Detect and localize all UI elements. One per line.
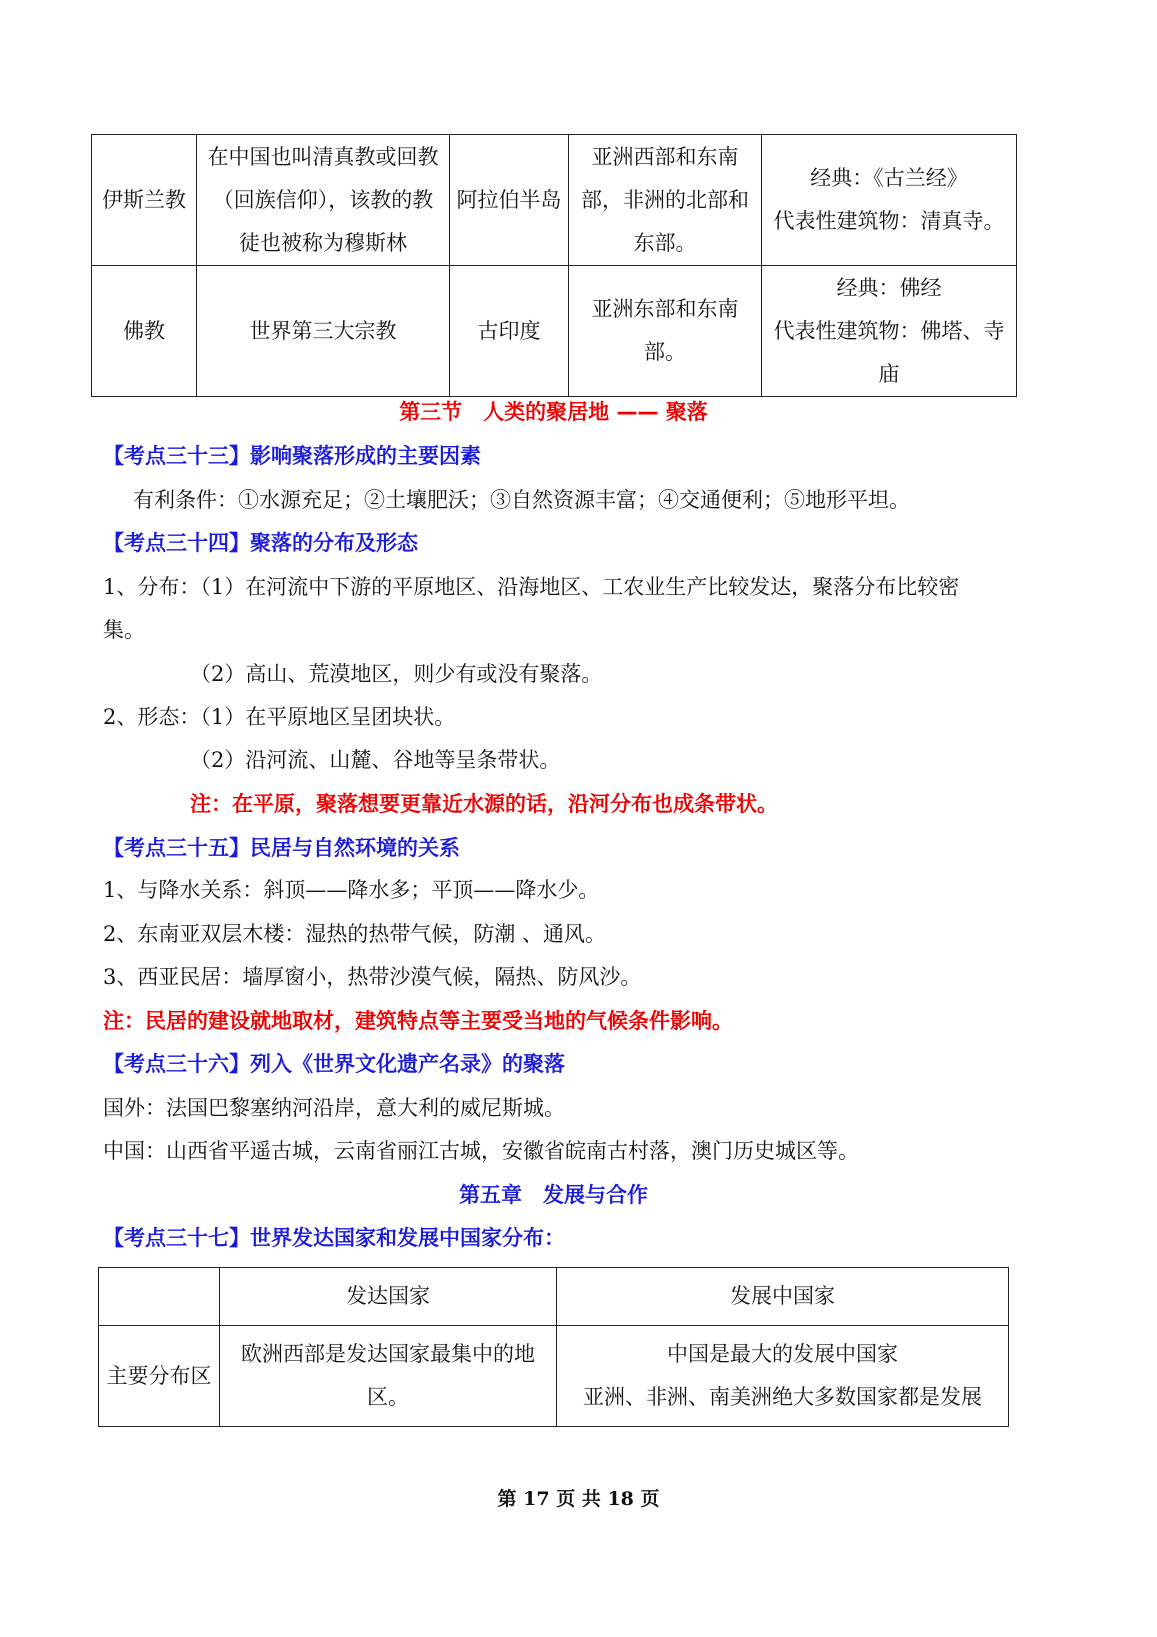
religion-classic-building <box>762 135 1017 266</box>
k33-text: 有利条件：①水源充足；②土壤肥沃；③自然资源丰富；④交通便利；⑤地形平坦。 <box>133 488 910 512</box>
footer-text: 第 <box>497 1488 517 1510</box>
religion-origin: 古印度 <box>450 266 569 397</box>
k35-note: 注：民居的建设就地取材，建筑特点等主要受当地的气候条件影响。 <box>103 1008 733 1033</box>
religion-description: 在中国也叫清真教或回教（回族信仰），该教的教徒也被称为穆斯林 <box>197 135 450 266</box>
developing-cell <box>557 1326 1009 1427</box>
k36-heading: 【考点三十六】列入《世界文化遗产名录》的聚落 <box>103 1052 565 1076</box>
k36-line: 中国：山西省平遥古城，云南省丽江古城，安徽省皖南古村落，澳门历史城区等。 <box>103 1139 859 1163</box>
religion-classic-building <box>762 266 1017 397</box>
page-footer <box>0 1484 1157 1511</box>
developed-cell: 欧洲西部是发达国家最集中的地区。 <box>220 1326 557 1427</box>
k34-note: 注：在平原，聚落想要更靠近水源的话，沿河分布也成条带状。 <box>190 791 778 816</box>
developing-line: 中国是最大的发展中国家 <box>667 1342 898 1366</box>
k36-line: 国外：法国巴黎塞纳河沿岸，意大利的威尼斯城。 <box>103 1096 565 1120</box>
building: 代表性建筑物：清真寺。 <box>773 209 1005 233</box>
k34-heading: 【考点三十四】聚落的分布及形态 <box>103 531 418 555</box>
religion-origin: 阿拉伯半岛 <box>450 135 569 266</box>
k34-line: （2）沿河流、山麓、谷地等呈条带状。 <box>190 748 561 772</box>
classic: 经典：《古兰经》 <box>810 166 968 190</box>
k34-line: （2）高山、荒漠地区，则少有或没有聚落。 <box>190 662 603 686</box>
religion-description: 世界第三大宗教 <box>197 266 450 397</box>
footer-text: 页 共 <box>556 1488 601 1510</box>
table-row <box>92 266 1017 397</box>
developing-line: 亚洲、非洲、南美洲绝大多数国家都是发展 <box>583 1385 982 1409</box>
k35-line: 2、东南亚双层木楼：湿热的热带气候，防潮 、通风。 <box>103 922 607 946</box>
k35-line: 1、与降水关系：斜顶——降水多；平顶——降水少。 <box>103 878 600 902</box>
table-row <box>99 1326 1009 1427</box>
religion-table <box>91 134 1017 397</box>
row-label: 主要分布区 <box>99 1326 220 1427</box>
total-pages: 18 <box>607 1488 634 1510</box>
countries-table <box>98 1267 1009 1427</box>
k35-line: 3、西亚民居：墙厚窗小，热带沙漠气候，隔热、防风沙。 <box>103 965 642 989</box>
religion-distribution: 亚洲西部和东南部，非洲的北部和东部。 <box>569 135 762 266</box>
current-page: 17 <box>523 1488 550 1510</box>
religion-name: 伊斯兰教 <box>92 135 197 266</box>
k35-heading: 【考点三十五】民居与自然环境的关系 <box>103 836 460 860</box>
k37-heading: 【考点三十七】世界发达国家和发展中国家分布： <box>103 1226 565 1250</box>
footer-text: 页 <box>640 1488 660 1510</box>
classic: 经典：佛经 <box>836 275 942 300</box>
section-title: 第三节 人类的聚居地 —— 聚落 <box>399 400 708 424</box>
table-header-row <box>99 1268 1009 1326</box>
header-cell <box>99 1268 220 1326</box>
header-cell: 发展中国家 <box>557 1268 1009 1326</box>
chapter-title: 第五章 发展与合作 <box>459 1183 648 1207</box>
religion-name: 佛教 <box>92 266 197 397</box>
k34-line: 集。 <box>103 618 145 642</box>
k33-heading: 【考点三十三】影响聚落形成的主要因素 <box>103 444 481 468</box>
table-row <box>92 135 1017 266</box>
religion-distribution: 亚洲东部和东南部。 <box>569 266 762 397</box>
k34-line: 1、分布：（1）在河流中下游的平原地区、沿海地区、工农业生产比较发达，聚落分布比较密 <box>103 575 960 599</box>
k34-line: 2、形态：（1）在平原地区呈团块状。 <box>103 705 456 729</box>
header-cell: 发达国家 <box>220 1268 557 1326</box>
building: 代表性建筑物：佛塔、寺庙 <box>773 318 1005 386</box>
